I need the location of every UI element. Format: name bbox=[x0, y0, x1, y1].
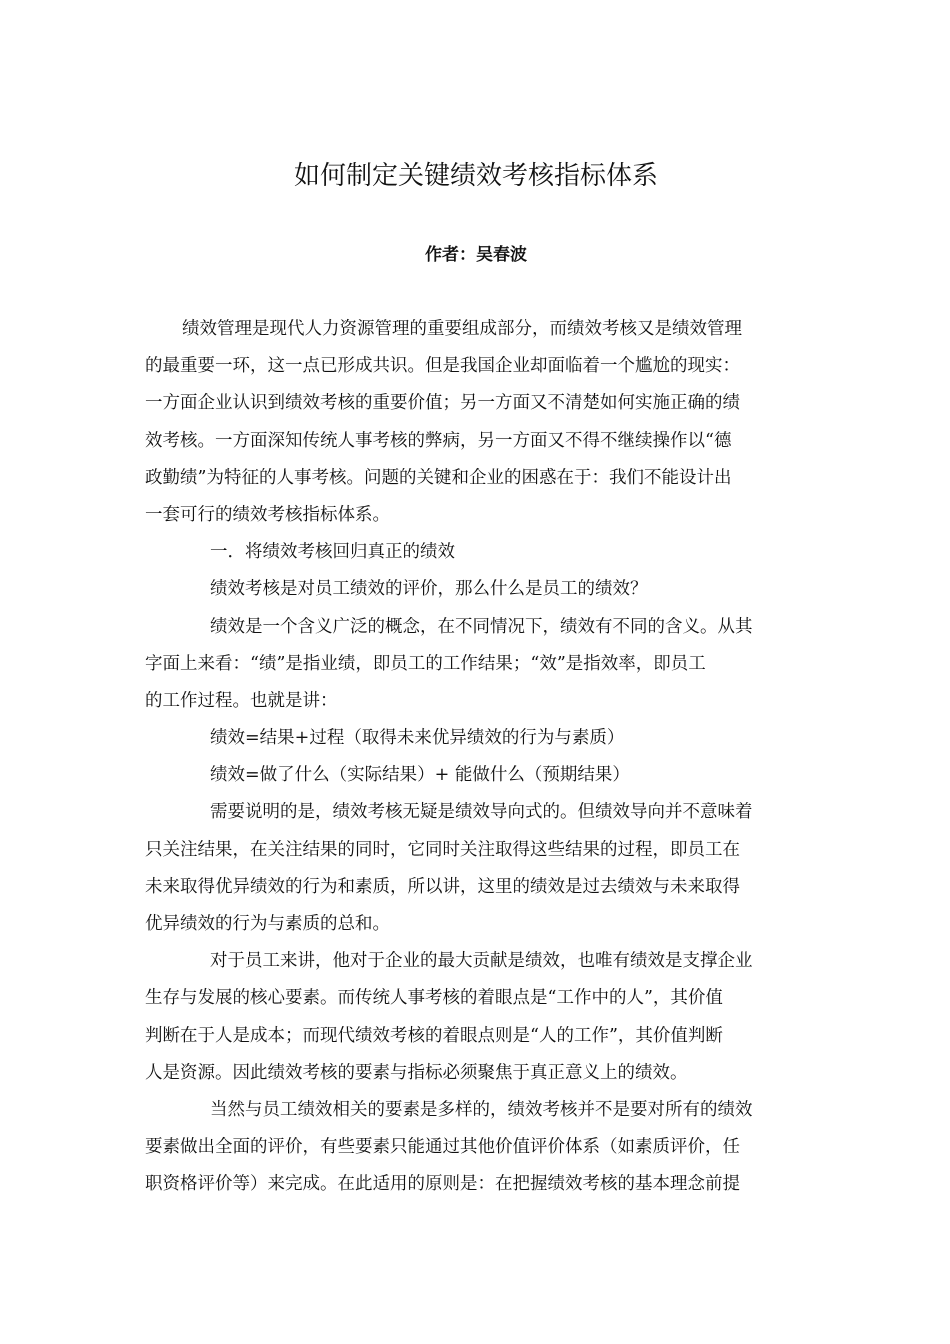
paragraph bbox=[145, 720, 807, 757]
paragraph-line: 对于员工来讲，他对于企业的最大贡献是绩效，也唯有绩效是支撑企业 bbox=[210, 951, 753, 972]
paragraph bbox=[145, 311, 807, 534]
paragraph-line: 效考核。一方面深知传统人事考核的弊病，另一方面又不得不继续操作以“德 bbox=[145, 430, 732, 451]
paragraph-line: 要素做出全面的评价，有些要素只能通过其他价值评价体系（如素质评价，任 bbox=[145, 1137, 740, 1158]
paragraph bbox=[145, 943, 807, 1092]
document-author: 作者：吴春波 bbox=[425, 245, 527, 265]
paragraph-line: 职资格评价等）来完成。在此适用的原则是：在把握绩效考核的基本理念前提 bbox=[145, 1174, 740, 1195]
paragraph-line: 绩效管理是现代人力资源管理的重要组成部分，而绩效考核又是绩效管理 bbox=[182, 319, 742, 339]
paragraph-line: 优异绩效的行为与素质的总和。 bbox=[145, 914, 390, 934]
paragraph-line: 绩效=结果+过程（取得未来优异绩效的行为与素质） bbox=[210, 728, 625, 749]
paragraph bbox=[145, 1092, 807, 1204]
paragraph-line: 一方面企业认识到绩效考核的重要价值；另一方面又不清楚如何实施正确的绩 bbox=[145, 393, 740, 414]
paragraph bbox=[145, 794, 807, 943]
paragraph bbox=[145, 757, 807, 794]
paragraph-line: 的工作过程。也就是讲： bbox=[145, 690, 338, 711]
paragraph-line: 字面上来看：“绩”是指业绩，即员工的工作结果；“效”是指效率，即员工 bbox=[145, 653, 706, 674]
paragraph-line: 的最重要一环，这一点已形成共识。但是我国企业却面临着一个尴尬的现实： bbox=[145, 356, 740, 377]
paragraph-line: 生存与发展的核心要素。而传统人事考核的着眼点是“工作中的人”，其价值 bbox=[145, 988, 723, 1009]
paragraph-line: 绩效考核是对员工绩效的评价，那么什么是员工的绩效？ bbox=[210, 579, 648, 600]
paragraph-line: 未来取得优异绩效的行为和素质，所以讲，这里的绩效是过去绩效与未来取得 bbox=[145, 876, 740, 897]
paragraph-line: 绩效是一个含义广泛的概念，在不同情况下，绩效有不同的含义。从其 bbox=[210, 616, 753, 637]
paragraph-line: 只关注结果，在关注结果的同时，它同时关注取得这些结果的过程，即员工在 bbox=[145, 839, 740, 860]
paragraph bbox=[145, 534, 807, 571]
paragraph-line: 政勤绩”为特征的人事考核。问题的关键和企业的困惑在于：我们不能设计出 bbox=[145, 467, 732, 488]
paragraph-line: 一．将绩效考核回归真正的绩效 bbox=[210, 542, 455, 563]
paragraph-line: 一套可行的绩效考核指标体系。 bbox=[145, 504, 390, 525]
paragraph-line: 人是资源。因此绩效考核的要素与指标必须聚焦于真正意义上的绩效。 bbox=[145, 1062, 688, 1083]
paragraph-line: 当然与员工绩效相关的要素是多样的，绩效考核并不是要对所有的绩效 bbox=[210, 1099, 753, 1120]
document-body bbox=[145, 311, 807, 1204]
paragraph-line: 绩效=做了什么（实际结果）+ 能做什么（预期结果） bbox=[210, 765, 630, 786]
document-title: 如何制定关键绩效考核指标体系 bbox=[293, 161, 658, 191]
paragraph bbox=[145, 571, 807, 608]
paragraph bbox=[145, 609, 807, 721]
paragraph-line: 需要说明的是，绩效考核无疑是绩效导向式的。但绩效导向并不意味着 bbox=[210, 802, 753, 823]
paragraph-line: 判断在于人是成本；而现代绩效考核的着眼点则是“人的工作”，其价值判断 bbox=[145, 1025, 723, 1046]
